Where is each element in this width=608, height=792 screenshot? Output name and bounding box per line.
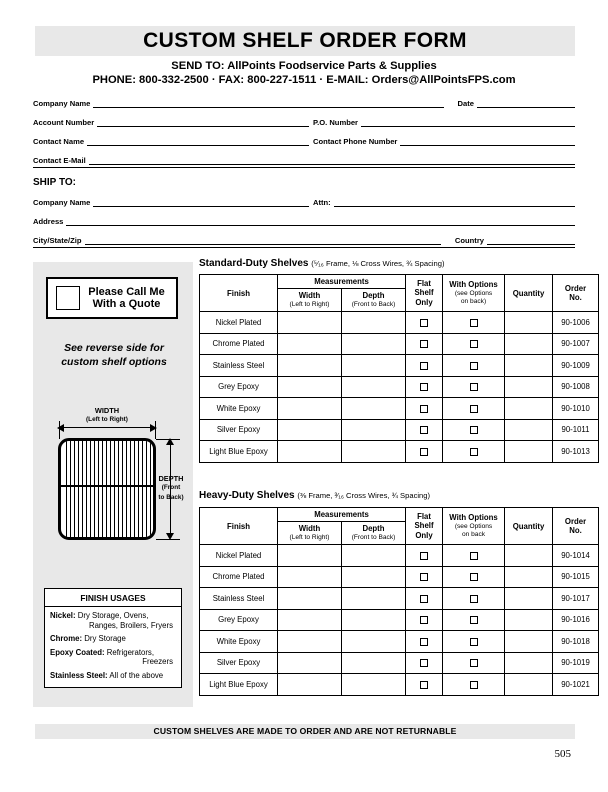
cell-flat-shelf-only[interactable] bbox=[406, 545, 443, 567]
with-options-checkbox[interactable] bbox=[470, 573, 478, 581]
table-header-row-1 bbox=[200, 275, 599, 289]
with-options-sub1: (see Options bbox=[454, 522, 493, 530]
order-no-line2: No. bbox=[569, 526, 582, 535]
standard-duty-spec: (⁵⁄₁₆ Frame, ⅛ Cross Wires, ¾ Spacing) bbox=[311, 259, 445, 268]
cell-quantity-input[interactable] bbox=[505, 566, 553, 588]
with-options-checkbox[interactable] bbox=[470, 595, 478, 603]
cell-with-options[interactable] bbox=[443, 355, 505, 377]
footer-banner bbox=[35, 724, 575, 739]
flat-shelf-line1: Flat bbox=[417, 278, 431, 288]
table-row bbox=[200, 566, 599, 588]
depth-subtitle: (Front to Back) bbox=[351, 301, 396, 308]
finish-usage-cont: Freezers bbox=[142, 657, 173, 667]
ship-country-label: Country bbox=[454, 236, 484, 245]
flat-shelf-checkbox[interactable] bbox=[420, 681, 428, 689]
col-header-width bbox=[278, 289, 342, 312]
cell-flat-shelf-only[interactable] bbox=[406, 398, 443, 420]
flat-shelf-line1: Flat bbox=[417, 511, 431, 521]
with-options-checkbox[interactable] bbox=[470, 426, 478, 434]
table-row bbox=[200, 545, 599, 567]
ship-to-heading: SHIP TO: bbox=[33, 177, 76, 188]
field-gap bbox=[441, 236, 455, 245]
cell-finish: White Epoxy bbox=[200, 398, 278, 420]
with-options-sub1: (see Options bbox=[454, 289, 493, 297]
cell-depth-input[interactable] bbox=[342, 631, 406, 653]
field-row-contact-name bbox=[33, 134, 309, 146]
cell-with-options[interactable] bbox=[443, 631, 505, 653]
with-options-checkbox[interactable] bbox=[470, 659, 478, 667]
cell-order-no: 90-1018 bbox=[553, 631, 599, 653]
cell-depth-input[interactable] bbox=[342, 566, 406, 588]
ship-attn-label: Attn: bbox=[313, 198, 331, 207]
contact-name-input[interactable] bbox=[87, 136, 309, 146]
col-header-with-options bbox=[443, 275, 505, 312]
col-header-depth bbox=[342, 522, 406, 545]
finish-usage-value: Dry Storage, Ovens, bbox=[77, 611, 149, 620]
ship-address-label: Address bbox=[33, 217, 64, 226]
cell-finish: Chrome Plated bbox=[200, 566, 278, 588]
flat-shelf-checkbox[interactable] bbox=[420, 426, 428, 434]
cell-order-no: 90-1011 bbox=[553, 419, 599, 441]
cell-with-options[interactable] bbox=[443, 652, 505, 674]
po-number-input[interactable] bbox=[361, 117, 575, 127]
footer-notice: CUSTOM SHELVES ARE MADE TO ORDER AND ARE NOT RETURNABLE bbox=[153, 726, 457, 736]
standard-duty-table-wrap bbox=[199, 274, 599, 463]
cell-depth-input[interactable] bbox=[342, 419, 406, 441]
cell-depth-input[interactable] bbox=[342, 545, 406, 567]
ship-city-state-zip-label: City/State/Zip bbox=[33, 236, 82, 245]
cell-finish: Light Blue Epoxy bbox=[200, 674, 278, 696]
cell-quantity-input[interactable] bbox=[505, 419, 553, 441]
cell-finish: Silver Epoxy bbox=[200, 652, 278, 674]
cell-with-options[interactable] bbox=[443, 545, 505, 567]
cell-flat-shelf-only[interactable] bbox=[406, 355, 443, 377]
contact-email-label: Contact E-Mail bbox=[33, 156, 86, 165]
call-me-quote-line1: Please Call Me bbox=[88, 285, 165, 298]
cell-finish: Grey Epoxy bbox=[200, 609, 278, 631]
cell-depth-input[interactable] bbox=[342, 376, 406, 398]
finish-usage-value: All of the above bbox=[109, 670, 164, 680]
cell-quantity-input[interactable] bbox=[505, 609, 553, 631]
cell-depth-input[interactable] bbox=[342, 588, 406, 610]
width-tick-left bbox=[59, 421, 60, 439]
col-header-order-no bbox=[553, 275, 599, 312]
ship-to-divider bbox=[33, 247, 575, 248]
cell-quantity-input[interactable] bbox=[505, 333, 553, 355]
table-row bbox=[200, 631, 599, 653]
cell-order-no: 90-1014 bbox=[553, 545, 599, 567]
depth-subtitle: (Front to Back) bbox=[351, 534, 396, 541]
depth-label-text: DEPTH bbox=[158, 474, 184, 483]
heavy-duty-table bbox=[199, 507, 599, 696]
field-row-ship-attn bbox=[313, 195, 575, 207]
account-number-label: Account Number bbox=[33, 118, 95, 127]
ship-company-name-label: Company Name bbox=[33, 198, 91, 207]
table-row bbox=[200, 398, 599, 420]
cell-order-no: 90-1009 bbox=[553, 355, 599, 377]
cell-order-no: 90-1019 bbox=[553, 652, 599, 674]
page-title: CUSTOM SHELF ORDER FORM bbox=[143, 29, 467, 52]
contact-phone-input[interactable] bbox=[400, 136, 575, 146]
sidebar-panel bbox=[33, 262, 193, 707]
cell-order-no: 90-1007 bbox=[553, 333, 599, 355]
cell-order-no: 90-1006 bbox=[553, 312, 599, 334]
flat-shelf-line3: Only bbox=[415, 530, 433, 540]
heavy-duty-heading-text: Heavy-Duty Shelves bbox=[199, 490, 295, 501]
account-number-input[interactable] bbox=[97, 117, 309, 127]
col-header-order-no bbox=[553, 508, 599, 545]
cell-width-input[interactable] bbox=[278, 376, 342, 398]
ship-address-input[interactable] bbox=[66, 216, 575, 226]
cell-flat-shelf-only[interactable] bbox=[406, 333, 443, 355]
with-options-sub2: on back) bbox=[460, 297, 487, 305]
cell-flat-shelf-only[interactable] bbox=[406, 631, 443, 653]
order-no-line2: No. bbox=[569, 293, 582, 302]
standard-duty-heading bbox=[199, 258, 445, 269]
ship-attn-input[interactable] bbox=[334, 197, 575, 207]
cell-with-options[interactable] bbox=[443, 419, 505, 441]
with-options-checkbox[interactable] bbox=[470, 340, 478, 348]
width-tick-right bbox=[155, 421, 156, 439]
cell-width-input[interactable] bbox=[278, 398, 342, 420]
flat-shelf-checkbox[interactable] bbox=[420, 573, 428, 581]
table-row bbox=[200, 376, 599, 398]
depth-arrow-down bbox=[166, 533, 174, 540]
finish-usage-item bbox=[50, 611, 176, 630]
col-header-width bbox=[278, 522, 342, 545]
finish-usage-name: Chrome: bbox=[50, 634, 83, 644]
col-header-flat-shelf-only bbox=[406, 508, 443, 545]
width-subtitle: (Left to Right) bbox=[289, 301, 330, 308]
title-banner bbox=[35, 26, 575, 56]
cell-width-input[interactable] bbox=[278, 545, 342, 567]
flat-shelf-checkbox[interactable] bbox=[420, 638, 428, 646]
with-options-checkbox[interactable] bbox=[470, 552, 478, 560]
finish-usage-value: Refrigerators, bbox=[106, 647, 154, 657]
cell-width-input[interactable] bbox=[278, 631, 342, 653]
cell-order-no: 90-1008 bbox=[553, 376, 599, 398]
reverse-side-note-line1: See reverse side for bbox=[64, 342, 164, 354]
cell-finish: Stainless Steel bbox=[200, 588, 278, 610]
cell-finish: Light Blue Epoxy bbox=[200, 441, 278, 463]
cell-finish: Nickel Plated bbox=[200, 545, 278, 567]
cell-width-input[interactable] bbox=[278, 419, 342, 441]
cell-depth-input[interactable] bbox=[342, 652, 406, 674]
cell-quantity-input[interactable] bbox=[505, 652, 553, 674]
table-row bbox=[200, 312, 599, 334]
cell-flat-shelf-only[interactable] bbox=[406, 588, 443, 610]
cell-width-input[interactable] bbox=[278, 652, 342, 674]
cell-with-options[interactable] bbox=[443, 312, 505, 334]
finish-usage-item bbox=[50, 671, 176, 681]
heavy-duty-table-body bbox=[200, 545, 599, 696]
cell-flat-shelf-only[interactable] bbox=[406, 312, 443, 334]
width-subtitle: (Left to Right) bbox=[289, 534, 330, 541]
flat-shelf-checkbox[interactable] bbox=[420, 383, 428, 391]
with-options-checkbox[interactable] bbox=[470, 616, 478, 624]
finish-usages-body bbox=[45, 607, 181, 687]
field-row-po-number bbox=[313, 115, 575, 127]
cell-quantity-input[interactable] bbox=[505, 674, 553, 696]
cell-width-input[interactable] bbox=[278, 588, 342, 610]
section-divider bbox=[33, 167, 575, 168]
col-header-finish: Finish bbox=[200, 508, 278, 545]
col-header-depth bbox=[342, 289, 406, 312]
with-options-checkbox[interactable] bbox=[470, 383, 478, 391]
width-label-text: WIDTH bbox=[94, 406, 120, 415]
cell-order-no: 90-1021 bbox=[553, 674, 599, 696]
cell-finish: Silver Epoxy bbox=[200, 419, 278, 441]
with-options-checkbox[interactable] bbox=[470, 681, 478, 689]
finish-usage-name: Stainless Steel: bbox=[50, 670, 108, 680]
flat-shelf-checkbox[interactable] bbox=[420, 405, 428, 413]
finish-usage-name: Nickel: bbox=[50, 611, 76, 620]
cell-order-no: 90-1013 bbox=[553, 441, 599, 463]
cell-width-input[interactable] bbox=[278, 674, 342, 696]
width-sub-text: (Left to Right) bbox=[86, 416, 128, 424]
cell-quantity-input[interactable] bbox=[505, 588, 553, 610]
width-arrow-line bbox=[59, 427, 155, 428]
standard-duty-table bbox=[199, 274, 599, 463]
finish-usage-value: Dry Storage bbox=[84, 634, 126, 644]
cell-depth-input[interactable] bbox=[342, 441, 406, 463]
call-me-quote-checkbox[interactable] bbox=[56, 286, 80, 310]
field-row-account-number bbox=[33, 115, 309, 127]
cell-depth-input[interactable] bbox=[342, 674, 406, 696]
reverse-side-note bbox=[39, 341, 189, 369]
cell-flat-shelf-only[interactable] bbox=[406, 419, 443, 441]
field-row-company-name bbox=[33, 96, 575, 108]
cell-with-options[interactable] bbox=[443, 588, 505, 610]
cell-quantity-input[interactable] bbox=[505, 398, 553, 420]
cell-depth-input[interactable] bbox=[342, 312, 406, 334]
flat-shelf-line3: Only bbox=[415, 297, 433, 307]
cell-width-input[interactable] bbox=[278, 441, 342, 463]
ship-company-name-input[interactable] bbox=[93, 197, 309, 207]
cell-finish: Chrome Plated bbox=[200, 333, 278, 355]
cell-width-input[interactable] bbox=[278, 609, 342, 631]
flat-shelf-checkbox[interactable] bbox=[420, 448, 428, 456]
table-header-row-1 bbox=[200, 508, 599, 522]
field-row-contact-phone bbox=[313, 134, 575, 146]
cell-depth-input[interactable] bbox=[342, 333, 406, 355]
cell-depth-input[interactable] bbox=[342, 355, 406, 377]
col-header-flat-shelf-only bbox=[406, 275, 443, 312]
page-number: 505 bbox=[554, 748, 571, 760]
col-header-finish: Finish bbox=[200, 275, 278, 312]
order-no-line1: Order bbox=[564, 283, 587, 293]
with-options-checkbox[interactable] bbox=[470, 319, 478, 327]
standard-duty-table-body bbox=[200, 312, 599, 463]
cell-order-no: 90-1015 bbox=[553, 566, 599, 588]
order-no-line1: Order bbox=[564, 516, 587, 526]
cell-finish: Grey Epoxy bbox=[200, 376, 278, 398]
cell-quantity-input[interactable] bbox=[505, 312, 553, 334]
cell-quantity-input[interactable] bbox=[505, 545, 553, 567]
width-title: Width bbox=[298, 524, 321, 533]
with-options-title: With Options bbox=[449, 280, 498, 290]
contact-name-label: Contact Name bbox=[33, 137, 85, 146]
ship-city-state-zip-input[interactable] bbox=[85, 235, 441, 245]
shelf-dimension-diagram bbox=[33, 402, 193, 557]
field-row-ship-company-name bbox=[33, 195, 309, 207]
col-header-measurements: Measurements bbox=[278, 508, 406, 522]
depth-arrow-up bbox=[166, 438, 174, 445]
with-options-checkbox[interactable] bbox=[470, 638, 478, 646]
width-dimension-label bbox=[65, 407, 149, 425]
date-label: Date bbox=[457, 99, 474, 108]
depth-title: Depth bbox=[362, 291, 385, 300]
reverse-side-note-line2: custom shelf options bbox=[61, 356, 167, 368]
cell-flat-shelf-only[interactable] bbox=[406, 376, 443, 398]
cell-finish: White Epoxy bbox=[200, 631, 278, 653]
cell-finish: Nickel Plated bbox=[200, 312, 278, 334]
shelf-graphic bbox=[58, 438, 156, 540]
contact-email-input[interactable] bbox=[89, 155, 575, 165]
contact-phone-label: Contact Phone Number bbox=[313, 137, 398, 146]
cell-finish: Stainless Steel bbox=[200, 355, 278, 377]
cell-flat-shelf-only[interactable] bbox=[406, 652, 443, 674]
table-row bbox=[200, 419, 599, 441]
finish-usage-item bbox=[50, 648, 176, 667]
cell-width-input[interactable] bbox=[278, 566, 342, 588]
cell-flat-shelf-only[interactable] bbox=[406, 441, 443, 463]
width-title: Width bbox=[298, 291, 321, 300]
flat-shelf-checkbox[interactable] bbox=[420, 362, 428, 370]
call-me-quote-box[interactable] bbox=[46, 277, 178, 319]
table-row bbox=[200, 588, 599, 610]
field-row-ship-address bbox=[33, 214, 575, 226]
finish-usage-name: Epoxy Coated: bbox=[50, 647, 105, 657]
finish-usages-box bbox=[44, 588, 182, 688]
cell-width-input[interactable] bbox=[278, 333, 342, 355]
flat-shelf-checkbox[interactable] bbox=[420, 319, 428, 327]
finish-usage-cont: Ranges, Broilers, Fryers bbox=[88, 620, 173, 630]
company-name-label: Company Name bbox=[33, 99, 91, 108]
field-row-ship-city-state-zip bbox=[33, 233, 575, 245]
call-me-quote-line2: With a Quote bbox=[92, 298, 161, 310]
table-row bbox=[200, 609, 599, 631]
flat-shelf-checkbox[interactable] bbox=[420, 616, 428, 624]
cell-order-no: 90-1016 bbox=[553, 609, 599, 631]
cell-flat-shelf-only[interactable] bbox=[406, 609, 443, 631]
cell-with-options[interactable] bbox=[443, 441, 505, 463]
finish-usage-item bbox=[50, 634, 176, 644]
call-me-quote-label bbox=[80, 286, 176, 311]
col-header-with-options bbox=[443, 508, 505, 545]
cell-flat-shelf-only[interactable] bbox=[406, 674, 443, 696]
table-row bbox=[200, 652, 599, 674]
company-name-input[interactable] bbox=[93, 98, 443, 108]
field-gap bbox=[444, 99, 458, 108]
cell-depth-input[interactable] bbox=[342, 609, 406, 631]
cell-order-no: 90-1010 bbox=[553, 398, 599, 420]
table-row bbox=[200, 441, 599, 463]
heavy-duty-spec: (⅜ Frame, ³⁄₁₆ Cross Wires, ¾ Spacing) bbox=[297, 491, 431, 500]
cell-with-options[interactable] bbox=[443, 376, 505, 398]
ship-country-input[interactable] bbox=[487, 235, 575, 245]
flat-shelf-checkbox[interactable] bbox=[420, 595, 428, 603]
with-options-checkbox[interactable] bbox=[470, 448, 478, 456]
with-options-sub2: on back bbox=[461, 530, 486, 538]
cell-flat-shelf-only[interactable] bbox=[406, 566, 443, 588]
cell-quantity-input[interactable] bbox=[505, 631, 553, 653]
depth-dimension-label bbox=[149, 475, 193, 502]
col-header-measurements: Measurements bbox=[278, 275, 406, 289]
cell-with-options[interactable] bbox=[443, 566, 505, 588]
flat-shelf-checkbox[interactable] bbox=[420, 340, 428, 348]
table-row bbox=[200, 674, 599, 696]
table-row bbox=[200, 355, 599, 377]
cell-with-options[interactable] bbox=[443, 674, 505, 696]
po-number-label: P.O. Number bbox=[313, 118, 359, 127]
cell-depth-input[interactable] bbox=[342, 398, 406, 420]
depth-sub-line1: (Front bbox=[161, 484, 181, 492]
cell-with-options[interactable] bbox=[443, 398, 505, 420]
cell-quantity-input[interactable] bbox=[505, 376, 553, 398]
flat-shelf-line2: Shelf bbox=[414, 288, 434, 298]
cell-width-input[interactable] bbox=[278, 312, 342, 334]
cell-quantity-input[interactable] bbox=[505, 355, 553, 377]
col-header-quantity: Quantity bbox=[505, 275, 553, 312]
with-options-title: With Options bbox=[449, 513, 498, 523]
standard-duty-heading-text: Standard-Duty Shelves bbox=[199, 258, 309, 269]
flat-shelf-checkbox[interactable] bbox=[420, 552, 428, 560]
cell-quantity-input[interactable] bbox=[505, 441, 553, 463]
heavy-duty-table-wrap bbox=[199, 507, 599, 696]
with-options-checkbox[interactable] bbox=[470, 405, 478, 413]
table-row bbox=[200, 333, 599, 355]
contact-info-line: PHONE: 800-332-2500 · FAX: 800-227-1511 · E-MAIL: Orders@AllPointsFPS.com bbox=[92, 74, 516, 86]
cell-order-no: 90-1017 bbox=[553, 588, 599, 610]
depth-sub-line2: to Back) bbox=[158, 493, 184, 501]
with-options-checkbox[interactable] bbox=[470, 362, 478, 370]
cell-with-options[interactable] bbox=[443, 609, 505, 631]
flat-shelf-checkbox[interactable] bbox=[420, 659, 428, 667]
depth-title: Depth bbox=[362, 524, 385, 533]
heavy-duty-heading bbox=[199, 490, 430, 501]
field-row-contact-email bbox=[33, 153, 575, 165]
col-header-quantity: Quantity bbox=[505, 508, 553, 545]
send-to-line: SEND TO: AllPoints Foodservice Parts & Supplies bbox=[171, 60, 437, 72]
date-input[interactable] bbox=[477, 98, 575, 108]
cell-width-input[interactable] bbox=[278, 355, 342, 377]
cell-with-options[interactable] bbox=[443, 333, 505, 355]
flat-shelf-line2: Shelf bbox=[414, 521, 434, 531]
finish-usages-title: FINISH USAGES bbox=[45, 589, 181, 607]
